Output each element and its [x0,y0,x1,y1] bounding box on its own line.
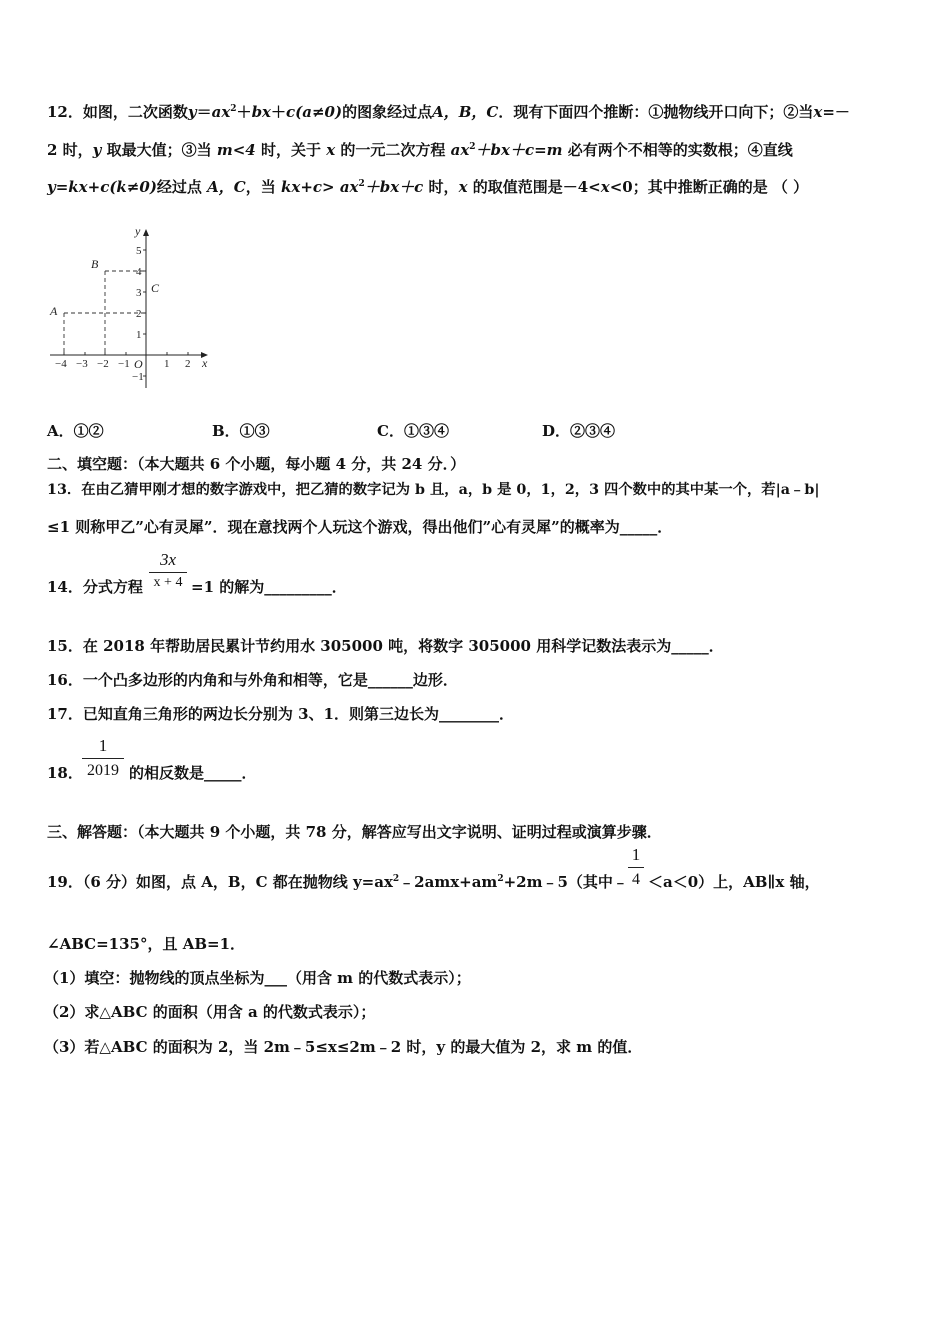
q19-line-1-right: ＜a＜0）上，AB∥x 轴， [648,873,820,891]
q16: 16．一个凸多边形的内角和与外角和相等，它是______边形． [47,671,458,689]
q17: 17．已知直角三角形的两边长分别为 3、1．则第三边长为________． [47,705,514,723]
q12-line-1: 12．如图，二次函数$y=ax^2+bx+c(a\ne 0)$的图象经过点A，B，C．现有下面四个推断：①抛物线开口向下；②当x=－ [47,103,850,121]
q12-line-2: 2 时，y 取最大值；③当 m<4 时，关于 x 的一元二次方程 $ax^2+bx+c=m$ 必有两个不相等的实数根；④直线 [47,141,793,159]
x-tick-neg2: −2 [97,358,109,370]
y-tick-3: 3 [136,287,142,299]
point-B-label: B [91,257,99,271]
option-c: C．①③④ [377,422,449,440]
q19-numerator: 1 [631,845,641,864]
y-tick-5: 5 [136,245,142,257]
q19-line-1-left: 19．（6 分）如图，点 A，B，C 都在抛物线 $y=ax^2﹣2amx+am^2+2m﹣5$（其中﹣ [47,873,628,891]
x-tick-neg1: −1 [118,358,130,370]
q15: 15．在 2018 年帮助居民累计节约用水 305000 吨，将数字 305000 用科学记数法表示为_____． [47,637,724,655]
q19-sub-3: （3）若△ABC 的面积为 2，当 2m﹣5≤x≤2m﹣2 时，y 的最大值为 2，求 m 的值． [44,1038,643,1056]
point-C-label: C [151,281,160,295]
x-tick-neg3: −3 [76,358,88,370]
q18-denominator: 2019 [87,762,119,779]
option-b: B．①③ [212,422,270,440]
y-tick-2: 2 [136,308,142,320]
q12-line-3: y=kx+c(k≠0)经过点 A，C，当 $kx+c> ax^2+bx+c$ 时，x 的取值范围是－4<x<0；其中推断正确的是 （ ） [47,178,809,196]
x-tick-1: 1 [164,358,170,370]
y-axis-label: y [135,224,141,238]
option-d: D．②③④ [542,422,616,440]
y-tick-neg1: −1 [132,371,144,383]
x-tick-2: 2 [185,358,191,370]
q19-sub-1: （1）填空：抛物线的顶点坐标为___（用含 m 的代数式表示）； [44,969,471,987]
q19-fraction [628,845,644,890]
x-axis-label: x [202,356,208,370]
section-2-heading: 二、填空题：（本大题共 6 个小题，每小题 4 分，共 24 分．） [47,455,466,473]
q19-sub-2: （2）求△ABC 的面积（用含 a 的代数式表示）； [44,1003,376,1021]
section-3-heading: 三、解答题：（本大题共 9 个小题，共 78 分，解答应写出文字说明、证明过程或演算步骤． [47,823,662,841]
q14-numerator: 3x [159,550,177,569]
x-tick-neg4: −4 [55,358,67,370]
q19-line-2: ∠ABC=135°，且 AB=1． [47,935,246,953]
option-a: A．①② [47,422,104,440]
y-tick-1: 1 [136,329,142,341]
q14-denominator: x + 4 [153,575,183,590]
point-A-label: A [50,304,58,318]
q14-suffix: =1 的解为_________． [191,578,347,596]
q14-fraction [149,550,187,591]
q18-prefix: 18． [47,764,83,782]
q14-prefix: 14．分式方程 [47,578,143,596]
q12-coordinate-graph [45,220,225,400]
q18-numerator: 1 [98,736,108,755]
q18-suffix: 的相反数是_____． [129,764,257,782]
q18-fraction [82,736,124,781]
origin-label: O [134,357,143,371]
q13-line-2: ≤1 则称甲乙”心有灵犀”．现在意找两个人玩这个游戏，得出他们”心有灵犀”的概率为_____． [47,518,673,536]
q19-denominator: 4 [632,871,640,888]
q13-line-1: 13．在由乙猜甲刚才想的数字游戏中，把乙猜的数字记为 b 且，a，b 是 0，1，2，3 四个数中的其中某一个，若|a﹣b| [47,482,820,498]
y-tick-4: 4 [136,266,142,278]
